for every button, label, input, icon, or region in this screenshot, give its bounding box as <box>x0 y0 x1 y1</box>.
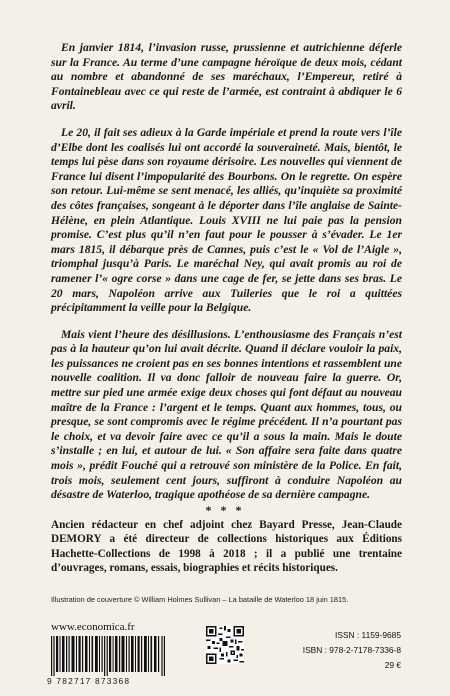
paragraph-2: Le 20, il fait ses adieux à la Garde impériale et prend la route vers l’île d’Elbe dont les coalisés lui ont accordé la souveraineté. Mais, bientôt, le temps lui pèse dans son royaume dérisoire. Les nouvelles qui viennent de France lui disent l’impopularité des Bourbons. On le regrette. On espère son retour. Lui-même se sent menacé, les alliés, qu’inquiète sa proximité des côtes françaises, songeant à le déporter dans l’île anglaise de Sainte-Hélène, en plein Atlantique. Louis XVIII ne lui paie pas la pension promise. C’est plus qu’il n’en faut pour le pousser à s’évader. Le 1er mars 1815, il débarque près de Cannes, puis c’est le « Vol de l’Aigle », triomphal jusqu’à Paris. Le maréchal Ney, qui avait promis au roi de ramener l’« ogre corse » dans une cage de fer, se jette dans ses bras. Le 20 mars, Napoléon arrive aux Tuileries que le roi a quittées précipitamment la veille pour la Belgique. <box>51 125 402 315</box>
qr-code <box>206 626 244 664</box>
paragraph-3: Mais vient l’heure des désillusions. L’enthousiasme des Français n’est pas à la hauteur qu’on lui avait décrite. Quand il déclare vouloir la paix, les puissances ne croient pas en ses bonnes intentions et rassemblent une nouvelle coalition. Il va donc falloir de nouveau faire la guerre. Or, mettre sur pied une armée exige deux choses qui font défaut au nouveau maître de la France : l’argent et le temps. Quant aux hommes, tous, ou presque, se sont compromis avec le régime précédent. Il n’a pourtant pas le choix, et va devoir faire avec ce qu’il a sous la main. Mais le doute s’installe ; en lui, et autour de lui. « Son affaire sera faite dans quatre mois », prédit Fouché qui a retrouvé son ministère de la Police. En fait, trois mois, seulement cent jours, suffiront à conduire Napoléon au désastre de Waterloo, tragique apothéose de sa dernière campagne. <box>51 327 402 502</box>
section-separator: * * * <box>205 503 245 517</box>
summary-text <box>51 41 402 515</box>
issn-label: ISSN : 1159-9685 <box>335 630 401 640</box>
publisher-website: www.economica.fr <box>51 621 135 633</box>
illustration-credit: Illustration de couverture © William Holmes Sullivan – La bataille de Waterloo 18 juin 1815. <box>51 595 349 604</box>
isbn-label: ISBN : 978-2-7178-7336-8 <box>302 645 401 655</box>
barcode-number: 9 782717 873368 <box>47 676 131 686</box>
ean-barcode <box>51 636 166 676</box>
author-bio: Ancien rédacteur en chef adjoint chez Bayard Presse, Jean-Claude DEMORY a été directeur de collections historiques aux Éditions Hachette-Collections de 1998 à 2018 ; il a publié une trentaine d’ouvrages, romans, essais, biographies et récits historiques. <box>51 519 402 575</box>
paragraph-1: En janvier 1814, l’invasion russe, prussienne et autrichienne déferle sur la France. Au terme d’une campagne héroïque de deux mois, cédant au nombre et abandonné de ses maréchaux, l’Empereur, retiré à Fontainebleau avec ce qui reste de l’armée, est contraint à abdiquer le 6 avril. <box>51 41 402 113</box>
price-label: 29 € <box>384 660 401 670</box>
